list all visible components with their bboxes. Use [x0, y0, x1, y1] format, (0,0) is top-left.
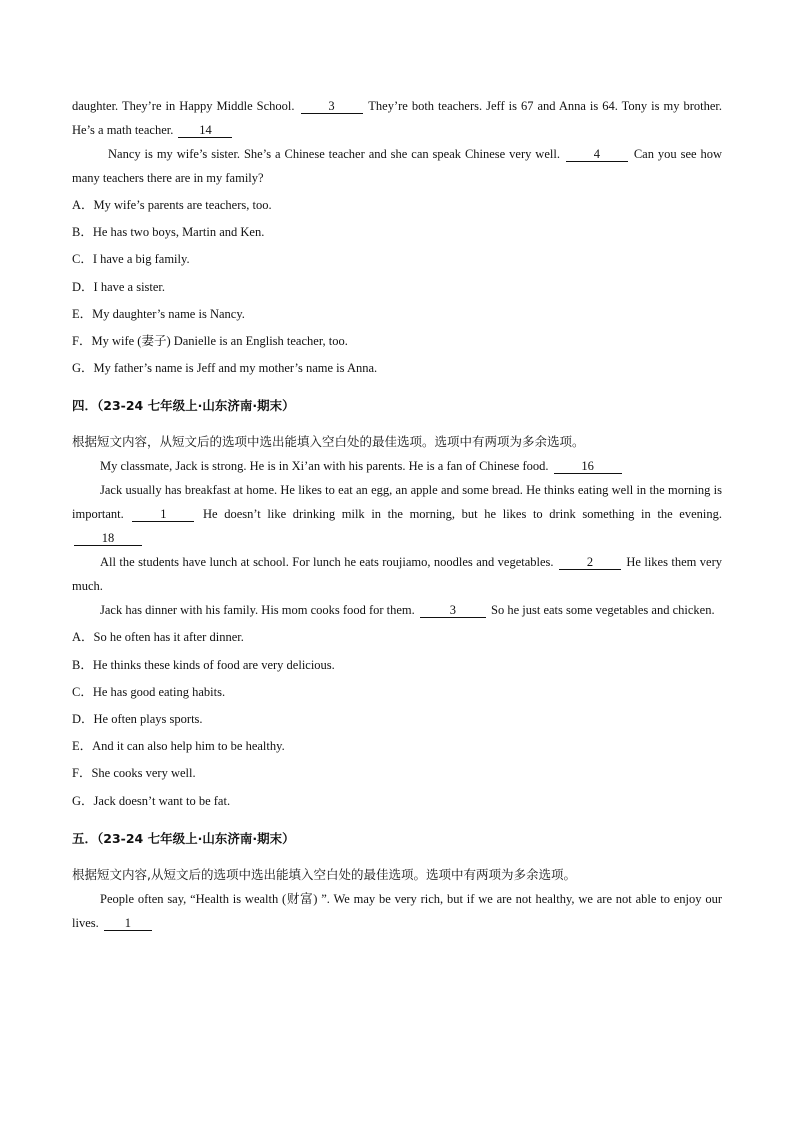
option-text: I have a sister.: [93, 279, 166, 294]
option-item: [72, 274, 722, 301]
section-instruction: 根据短文内容，从短文后的选项中选出能填入空白处的最佳选项。选项中有两项为多余选项。: [72, 434, 585, 450]
option-text: He has good eating habits.: [92, 684, 226, 699]
answer-blank[interactable]: 2: [559, 555, 621, 570]
option-letter: A．: [72, 198, 94, 212]
passage-paragraph: [72, 550, 722, 598]
passage-paragraph: [72, 478, 722, 550]
options-list: [72, 624, 722, 814]
option-item: [72, 652, 722, 679]
passage-paragraph: [72, 598, 722, 622]
option-text: She cooks very well.: [91, 766, 196, 781]
section-title: 五．（23-24 七年级上·山东济南·期末）: [72, 830, 295, 846]
option-letter: C．: [72, 684, 93, 699]
option-letter: E．: [72, 306, 93, 321]
section-title: 四．（23-24 七年级上·山东济南·期末）: [72, 398, 295, 414]
option-text: My wife’s parents are teachers, too.: [93, 198, 272, 212]
passage-text: He doesn’t like drinking milk in the morning, but he likes to drink something in the evening.: [196, 507, 722, 522]
answer-blank[interactable]: 1: [104, 916, 152, 931]
option-text: I have a big family.: [92, 252, 190, 267]
option-letter: G．: [72, 793, 94, 808]
option-text: So he often has it after dinner.: [93, 630, 244, 645]
passage-text: Jack has dinner with his family. His mom cooks food for them.: [100, 603, 418, 618]
option-item: [72, 219, 722, 246]
option-item: [72, 679, 722, 706]
answer-blank[interactable]: 18: [74, 531, 142, 546]
answer-blank[interactable]: 3: [301, 99, 363, 114]
option-text: He often plays sports.: [93, 712, 203, 727]
option-item: [72, 246, 722, 273]
option-text: My father’s name is Jeff and my mother’s name is Anna.: [93, 361, 378, 376]
option-item: [72, 733, 722, 760]
options-list: [72, 192, 722, 382]
option-item: [72, 706, 722, 733]
option-text: He has two boys, Martin and Ken.: [92, 225, 265, 240]
passage-text: People often say, “Health is wealth (财富) ”. We may be very rich, but if we are not healthy, we are not able to enjoy our lives.: [72, 891, 722, 930]
option-letter: F．: [72, 334, 92, 349]
answer-blank[interactable]: 16: [554, 459, 622, 474]
answer-blank[interactable]: 4: [566, 147, 628, 162]
passage-paragraph: [72, 454, 722, 478]
option-text: My wife (妻子) Danielle is an English teacher, too.: [91, 334, 348, 349]
option-letter: C．: [72, 252, 93, 267]
option-text: My daughter’s name is Nancy.: [92, 306, 245, 321]
option-letter: D．: [72, 279, 94, 294]
option-item: [72, 301, 722, 328]
passage-text: Jack usually has breakfast at home. He likes to eat an egg, an apple and some bread. He thinks eating well in the morning is important.: [72, 483, 722, 522]
passage-text: They’re both teachers. Jeff is 67 and Anna is 64. Tony is my brother. He’s a math teacher.: [72, 99, 722, 137]
option-letter: D．: [72, 712, 94, 727]
option-text: And it can also help him to be healthy.: [92, 739, 285, 754]
option-item: [72, 328, 722, 355]
option-letter: B．: [72, 225, 93, 240]
option-text: He thinks these kinds of food are very delicious.: [92, 657, 335, 672]
option-letter: B．: [72, 657, 93, 672]
section-instruction: 根据短文内容,从短文后的选项中选出能填入空白处的最佳选项。选项中有两项为多余选项。: [72, 866, 576, 882]
passage-text: My classmate, Jack is strong. He is in Xi’an with his parents. He is a fan of Chinese food.: [100, 459, 552, 474]
answer-blank[interactable]: 14: [178, 123, 232, 138]
option-letter: E．: [72, 739, 93, 754]
passage-paragraph: [72, 94, 722, 142]
option-letter: F．: [72, 766, 92, 781]
passage-text: Nancy is my wife’s sister. She’s a Chinese teacher and she can speak Chinese very well.: [108, 147, 564, 161]
option-item: [72, 760, 722, 787]
passage-paragraph: [72, 142, 722, 190]
passage-text: daughter. They’re in Happy Middle School.: [72, 99, 299, 113]
option-text: Jack doesn’t want to be fat.: [93, 793, 231, 808]
passage-text: So he just eats some vegetables and chicken.: [487, 603, 715, 618]
answer-blank[interactable]: 1: [132, 507, 194, 522]
passage-text: He likes them very much.: [72, 555, 722, 594]
passage-paragraph: [72, 887, 722, 935]
passage-text: Can you see how many teachers there are in my family?: [72, 147, 723, 185]
option-letter: A．: [72, 630, 94, 645]
passage-text: All the students have lunch at school. For lunch he eats roujiamo, noodles and vegetables.: [100, 555, 557, 570]
option-letter: G．: [72, 361, 94, 376]
option-item: [72, 355, 722, 382]
option-item: [72, 192, 722, 219]
option-item: [72, 788, 722, 815]
document-content: [72, 94, 722, 935]
answer-blank[interactable]: 3: [420, 603, 486, 618]
option-item: [72, 624, 722, 651]
